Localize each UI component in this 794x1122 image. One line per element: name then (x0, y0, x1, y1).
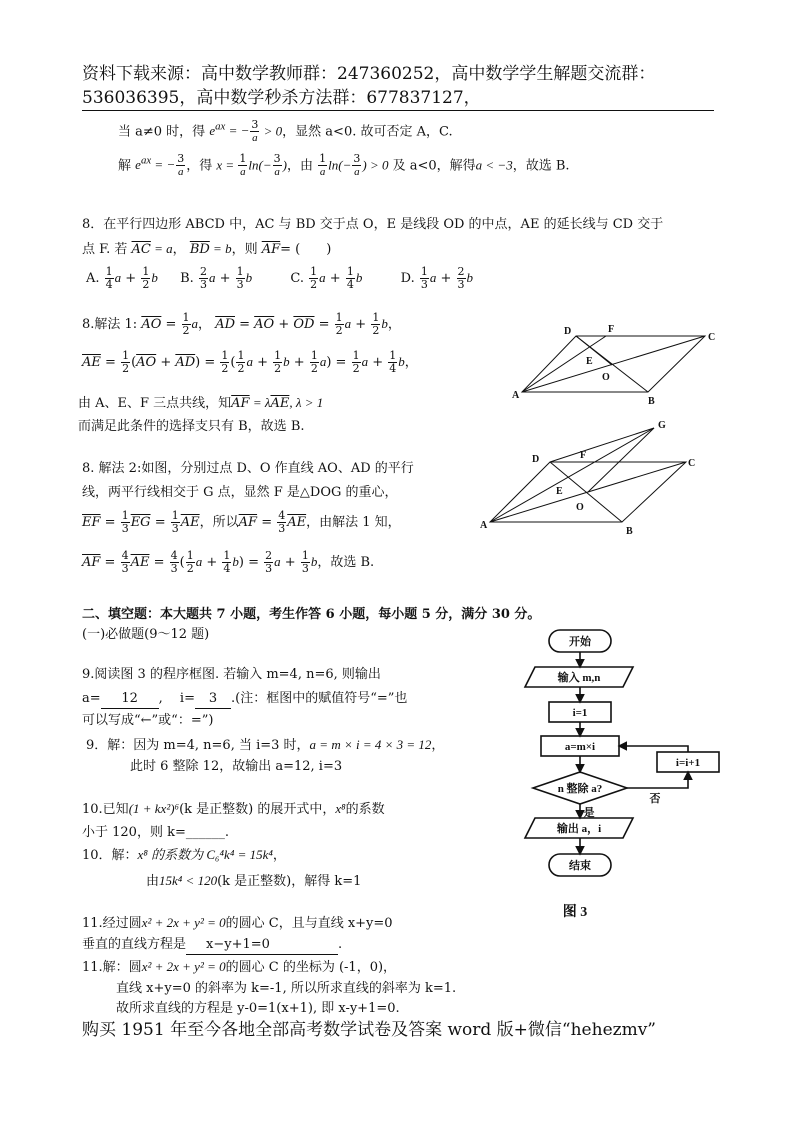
flow-input-label: 输入 m,n (557, 672, 601, 684)
q9-line-2: a= 12 , i= 3 .(注：框图中的赋值符号“=”也 (82, 690, 407, 709)
q9-line-3: 可以写成“←”或“：=”) (82, 713, 214, 728)
q8-m2-line-2: 线，两平行线相交于 G 点，显然 F 是△DOG 的重心， (82, 485, 398, 500)
footer-line: 购买 1951 年至今各地全部高考数学试卷及答案 word 版+微信“hehezmv” (82, 1020, 656, 1040)
q8-stem-1: 8．在平行四边形 ABCD 中，AC 与 BD 交于点 O，E 是线段 OD 的中点，AE 的延长线与 CD 交于 (82, 217, 664, 232)
flow-decision-label: n 整除 a? (557, 783, 603, 795)
q8-m1-line-3: 由 A、E、F 三点共线，知$\overline{AF} = \lambda\overline{AE}$, λ > 1 (78, 395, 324, 411)
fig2-label-e: E (556, 486, 563, 497)
q8-m1-line-2: $\overline{AE}$ = $\frac{1}{2}$ $(\overline{AO} + \overline{AD})$ = $\frac{1}{2}$ ( $\frac{1}{2}$ a + $\frac{1}{2}$ b + $\frac{1}{2}$ a) = $\frac{1}{2}$ a + $\frac{1}{4}$ b， (82, 349, 418, 375)
q9-line-1: 9.阅读图 3 的程序框图. 若输入 m=4, n=6, 则输出 (82, 667, 381, 682)
q8-options: A. $\frac{1}{4}$ a + $\frac{1}{2}$ b B. $\frac{2}{3}$ a + $\frac{1}{3}$ b C. $\frac{1}{2}$ a + $\frac{1}{4}$ b D. $\frac{1}{3}$ a + $\frac{2}{3}$ b (86, 265, 474, 291)
q10-solution-1: 10．解：x⁸ 的系数为 C₆⁴k⁴ = 15k⁴， (82, 847, 286, 863)
flow-no-label: 否 (649, 793, 661, 805)
fig2-label-o: O (576, 502, 584, 513)
flow-output-label: 输出 a，i (556, 823, 602, 835)
q11-solution-1: 11.解：圆x² + 2x + y² = 0的圆心 C 的坐标为 (-1，0)， (82, 959, 397, 975)
q9-solution-1: 9．解：因为 m=4, n=6, 当 i=3 时，a = m × i = 4 × 3 = 12， (86, 737, 445, 753)
fig2-label-c: C (688, 458, 696, 469)
fig2-label-a: A (480, 520, 488, 531)
q7-line-2: 解 $e^{ax}$ = − $\frac{3}{a}$ ，得 x = $\frac{1}{a}$ ln(− $\frac{3}{a}$ )，由 $\frac{1}{a}$ ln(− $\frac{3}{a}$ ) > 0 及 a<0，解得a < −3，故选 B. (118, 152, 570, 179)
fig2-label-f: F (580, 450, 587, 461)
q8-m1-line-1: 8.解法 1: $\overline{AO}$ = $\frac{1}{2}$ a， $\overline{AD} = \overline{AO} + \overline{OD}$ = $\frac{1}{2}$ a + $\frac{1}{2}$ b， (82, 311, 401, 337)
fig1-label-o: O (602, 372, 610, 383)
section-2-subtitle: (一)必做题(9～12 题) (82, 627, 210, 642)
parallelogram-figure-2 (476, 418, 716, 540)
q11-answer: x−y+1=0 (186, 936, 338, 955)
header-rule (82, 110, 714, 111)
q11-line-2: 垂直的直线方程是 x−y+1=0 . (82, 936, 342, 955)
q9-answer-i: 3 (195, 690, 231, 709)
q10-line-1: 10.已知(1 + kx²)⁶(k 是正整数) 的展开式中，x⁸的系数 (82, 801, 385, 817)
q8-option-c: C. (290, 271, 305, 286)
q10-line-2: 小于 120，则 k=______. (82, 825, 229, 840)
q8-option-b: B. (180, 271, 194, 286)
section-2-title: 二、填空题：本大题共 7 小题，考生作答 6 小题，每小题 5 分，满分 30 分。 (82, 607, 541, 622)
q8-m2-line-1: 8. 解法 2:如图，分别过点 D、O 作直线 AO、AD 的平行 (82, 461, 414, 476)
flow-increment-label: i=i+1 (675, 757, 701, 769)
q9-answer-a: 12 (101, 690, 159, 709)
flow-end-label: 结束 (569, 860, 591, 872)
fig2-label-b: B (626, 526, 633, 537)
fig2-label-g: G (658, 420, 666, 431)
flow-caption: 图 3 (562, 905, 588, 920)
q8-option-d: D. (400, 271, 415, 286)
flow-start-label: 开始 (569, 636, 591, 648)
fig2-label-d: D (532, 454, 540, 465)
parallelogram-figure-1 (510, 322, 720, 408)
q11-solution-3: 故所求直线的方程是 y-0=1(x+1), 即 x-y+1=0. (116, 1001, 400, 1016)
header-line-2: 536036395，高中数学秒杀方法群：677837127， (82, 88, 481, 108)
fig1-label-b: B (648, 396, 655, 407)
q8-stem-2: 点 F. 若 $\overline{AC} = a$， $\overline{BD} = b$，则 $\overline{AF}=$ ( ) (82, 241, 332, 257)
header-line-1: 资料下载来源：高中数学教师群：247360252，高中数学学生解题交流群： (82, 64, 656, 84)
flowchart-figure-3 (505, 622, 735, 922)
fig1-label-c: C (708, 332, 716, 343)
flow-yes-label: 是 (583, 807, 595, 819)
q9-solution-2: 此时 6 整除 12，故输出 a=12, i=3 (130, 759, 343, 774)
q11-solution-2: 直线 x+y=0 的斜率为 k=-1, 所以所求直线的斜率为 k=1. (116, 981, 457, 996)
q10-solution-2: 由15k⁴ < 120(k 是正整数)，解得 k=1 (146, 873, 362, 889)
q8-option-a: A. (86, 271, 100, 286)
q7-line-1: 当 a≠0 时，得 $e^{ax}$ = − $\frac{3}{a}$ > 0，显然 a<0. 故可否定 A，C. (118, 118, 453, 145)
q11-line-1: 11.经过圆x² + 2x + y² = 0的圆心 C，且与直线 x+y=0 (82, 915, 393, 931)
flow-assign-label: a=m×i (564, 741, 596, 753)
fig1-label-d: D (564, 326, 572, 337)
fig1-label-a: A (512, 390, 520, 401)
fig1-label-e: E (586, 356, 593, 367)
q8-m1-line-4: 而满足此条件的选择支只有 B，故选 B. (78, 419, 305, 434)
flow-init-label: i=1 (572, 707, 588, 719)
fig1-label-f: F (608, 324, 615, 335)
q8-m2-line-4: $\overline{AF}$ = $\frac{4}{3}$ $\overline{AE}$ = $\frac{4}{3}$ ( $\frac{1}{2}$ a + $\frac{1}{4}$ b) = $\frac{2}{3}$ a + $\frac{1}{3}$ b，故选 B. (82, 549, 375, 575)
q8-m2-line-3: $\overline{EF}$ = $\frac{1}{3}$ $\overline{EG}$ = $\frac{1}{3}$ $\overline{AE}$，所以$\overline{AF}$ = $\frac{4}{3}$ $\overline{AE}$，由解法 1 知， (82, 509, 401, 535)
